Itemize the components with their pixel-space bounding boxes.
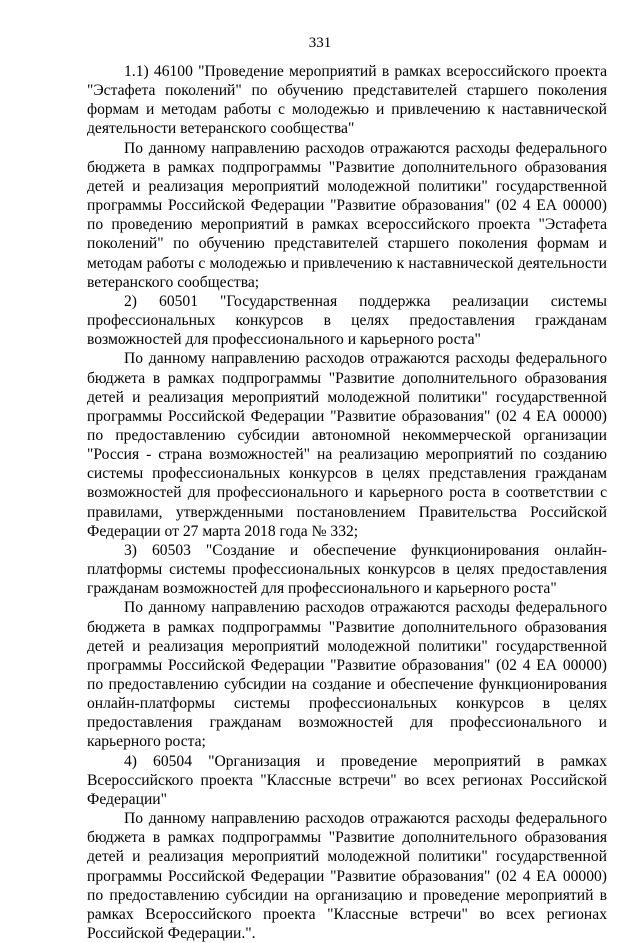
paragraph-item-3-description: По данному направлению расходов отражаются расходы федерального бюджета в рамках подпрограммы "Развитие дополнительного образования детей и реализация мероприятий молодежной политики" государственной программы Российской Федерации "Развитие образования" (02 4 ЕА 00000) по предоставлению субсидии на создание и обеспечение функционирования онлайн-платформы системы профессиональных конкурсов в целях предоставления гражданам возможностей для профессионального и карьерного роста; xyxy=(87,599,607,751)
paragraph-item-4-description: По данному направлению расходов отражаются расходы федерального бюджета в рамках подпрограммы "Развитие дополнительного образования детей и реализация мероприятий молодежной политики" государственной программы Российской Федерации "Развитие образования" (02 4 ЕА 00000) по предоставлению субсидии на организацию и проведение мероприятий в рамках Всероссийского проекта "Классные встречи" во всех регионах Российской Федерации.". xyxy=(87,810,607,943)
paragraph-item-1-1-heading: 1.1) 46100 "Проведение мероприятий в рамках всероссийского проекта "Эстафета поколений" по обучению представителей старшего поколения формам и методам работы с молодежью и привлечению к наставнической деятельности ветеранского сообщества" xyxy=(87,63,607,138)
paragraph-item-3-heading: 3) 60503 "Создание и обеспечение функционирования онлайн-платформы системы профессиональных конкурсов в целях предоставления гражданам возможностей для профессионального и карьерного роста" xyxy=(87,541,607,598)
paragraph-item-2-heading: 2) 60501 "Государственная поддержка реализации системы профессиональных конкурсов в целях предоставления гражданам возможностей для профессионального и карьерного роста" xyxy=(87,292,607,349)
document-body xyxy=(87,62,607,943)
page-number: 331 xyxy=(308,35,332,51)
paragraph-item-4-heading: 4) 60504 "Организация и проведение мероприятий в рамках Всероссийского проекта "Классные встречи" во всех регионах Российской Федерации" xyxy=(87,752,607,808)
paragraph-item-1-1-description: По данному направлению расходов отражаются расходы федерального бюджета в рамках подпрограммы "Развитие дополнительного образования детей и реализация мероприятий молодежной политики" государственной программы Российской Федерации "Развитие образования" (02 4 ЕА 00000) по проведению мероприятий в рамках всероссийского проекта "Эстафета поколений" по обучению представителей старшего поколения формам и методам работы с молодежью и привлечению к наставнической деятельности ветеранского сообщества; xyxy=(87,139,607,291)
paragraph-item-2-description: По данному направлению расходов отражаются расходы федерального бюджета в рамках подпрограммы "Развитие дополнительного образования детей и реализация мероприятий молодежной политики" государственной программы Российской Федерации "Развитие образования" (02 4 ЕА 00000) по предоставлению субсидии автономной некоммерческой организации "Россия - страна возможностей" на реализацию мероприятий по созданию системы профессиональных конкурсов в целях представления гражданам возможностей для профессионального и карьерного роста в соответствии с правилами, утвержденными постановлением Правительства Российской Федерации от 27 марта 2018 года № 332; xyxy=(87,350,607,540)
